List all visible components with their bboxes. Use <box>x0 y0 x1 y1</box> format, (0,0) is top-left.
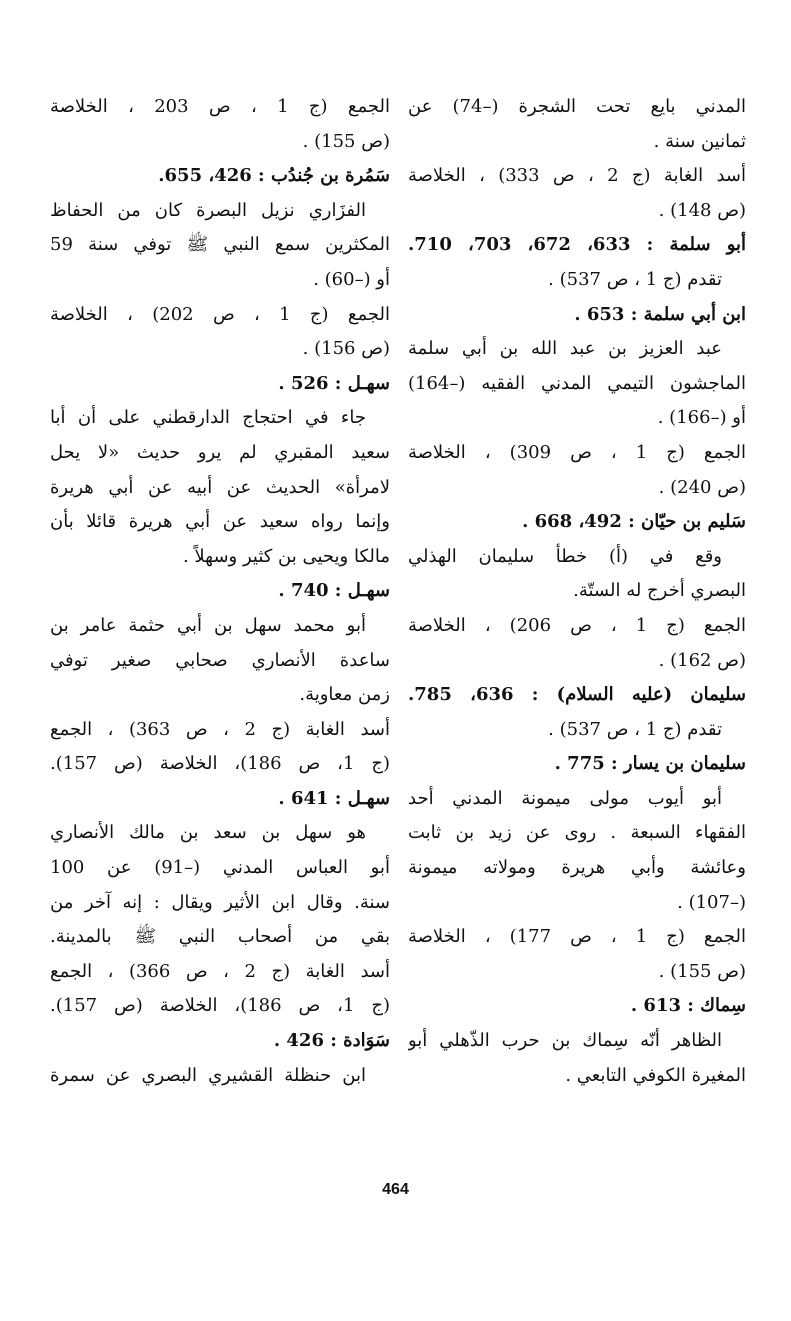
text-line: الجمع (ج 1 ، ص 177) ، الخلاصة <box>408 926 746 948</box>
text-line: المدني بايع تحت الشجرة (–74) عن <box>408 96 746 117</box>
text-line: (ص 155) . <box>658 960 746 982</box>
text-line: أسد الغابة (ج 2 ، ص 363) ، الجمع <box>50 718 390 740</box>
text-line: ثمانين سنة . <box>653 130 746 152</box>
text-line: وقع في (أ) خطأ سليمان الهذلي <box>408 545 722 567</box>
entry-heading: سهـل : 526 . <box>278 372 390 394</box>
entry-heading: سليمان (عليه السلام) : 636، 785. <box>408 684 746 706</box>
text-line: عبد العزيز بن عبد الله بن أبي سلمة <box>408 338 722 360</box>
text-line: الجمع (ج 1 ، ص 206) ، الخلاصة <box>408 614 746 636</box>
text-line: جاء في احتجاج الدارقطني على أن أبا <box>50 407 366 429</box>
right-column <box>408 90 746 1093</box>
text-line: (ج 1، ص 186)، الخلاصة (ص 157). <box>50 753 390 775</box>
entry-heading: سهـل : 740 . <box>278 580 390 602</box>
text-line: (ص 155) . <box>302 130 390 152</box>
text-line: ابن حنظلة القشيري البصري عن سمرة <box>50 1064 366 1086</box>
text-line: تقدم (ج 1 ، ص 537) . <box>548 718 722 740</box>
text-line: سنة. وقال ابن الأثير ويقال : إنه آخر من <box>50 891 390 913</box>
entry-heading: أبو سلمة : 633، 672، 703، 710. <box>408 234 746 256</box>
entry-heading: ابن أبي سلمة : 653 . <box>574 303 746 325</box>
text-line: وعائشة وأبي هريرة ومولاته ميمونة <box>408 857 746 879</box>
entry-heading: سَوَادة : 426 . <box>273 1030 390 1052</box>
text-line: مالكا ويحيى بن كثير وسهلاً . <box>182 545 390 567</box>
entry-heading: سَمُرة بن جُندُب : 426، 655. <box>158 165 390 187</box>
text-line: أبو أيوب مولى ميمونة المدني أحد <box>408 787 722 809</box>
text-line: الجمع (ج 1 ، ص 309) ، الخلاصة <box>408 441 746 463</box>
text-line: الظاهر أنّه سِماك بن حرب الذّهلي أبو <box>408 1030 722 1052</box>
text-line: الجمع (ج 1 ، ص 202) ، الخلاصة <box>50 303 390 325</box>
text-line: بقي من أصحاب النبي ﷺ بالمدينة. <box>50 926 390 948</box>
left-column <box>50 90 390 1093</box>
text-line: لامرأة» الحديث عن أبيه عن أبي هريرة <box>50 476 390 498</box>
text-line: أسد الغابة (ج 2 ، ص 366) ، الجمع <box>50 960 390 982</box>
text-line: أبو العباس المدني (–91) عن 100 <box>50 857 390 879</box>
text-line: (ص 162) . <box>658 649 746 671</box>
text-line: ساعدة الأنصاري صحابي صغير توفي <box>50 649 390 671</box>
text-line: الماجشون التيمي المدني الفقيه (–164) <box>408 372 746 394</box>
entry-heading: سِماك : 613 . <box>630 995 746 1017</box>
text-line: (ص 240) . <box>658 476 746 498</box>
text-line: الجمع (ج 1 ، ص 203 ، الخلاصة <box>50 96 390 117</box>
text-line: (–107) . <box>677 891 746 913</box>
entry-heading: سليمان بن يسار : 775 . <box>554 753 746 775</box>
entry-heading: سَليم بن حيّان : 492، 668 . <box>522 511 746 533</box>
text-line: البصري أخرج له الستّة. <box>573 580 746 602</box>
text-line: أو (–60) . <box>313 268 390 290</box>
text-line: أبو محمد سهل بن أبي حثمة عامر بن <box>50 614 366 636</box>
entry-heading: سهـل : 641 . <box>278 787 390 809</box>
text-line: الفزَاري نزيل البصرة كان من الحفاظ <box>50 199 366 221</box>
text-line: المغيرة الكوفي التابعي . <box>565 1064 746 1086</box>
text-line: أو (–166) . <box>657 407 746 429</box>
page-number: 464 <box>382 1181 409 1198</box>
text-line: أسد الغابة (ج 2 ، ص 333) ، الخلاصة <box>408 165 746 187</box>
text-line: سعيد المقبري لم يرو حديث «لا يحل <box>50 441 390 463</box>
text-line: زمن معاوية. <box>299 684 390 706</box>
text-line: المكثرين سمع النبي ﷺ توفي سنة 59 <box>50 234 390 256</box>
text-line: تقدم (ج 1 ، ص 537) . <box>548 268 722 290</box>
text-line: الفقهاء السبعة . روى عن زيد بن ثابت <box>408 822 746 844</box>
text-line: وإنما رواه سعيد عن أبي هريرة قائلا بأن <box>50 511 390 533</box>
text-line: (ص 148) . <box>658 199 746 221</box>
text-line: هو سهل بن سعد بن مالك الأنصاري <box>50 822 366 844</box>
text-line: (ص 156) . <box>302 338 390 360</box>
text-line: (ج 1، ص 186)، الخلاصة (ص 157). <box>50 995 390 1017</box>
